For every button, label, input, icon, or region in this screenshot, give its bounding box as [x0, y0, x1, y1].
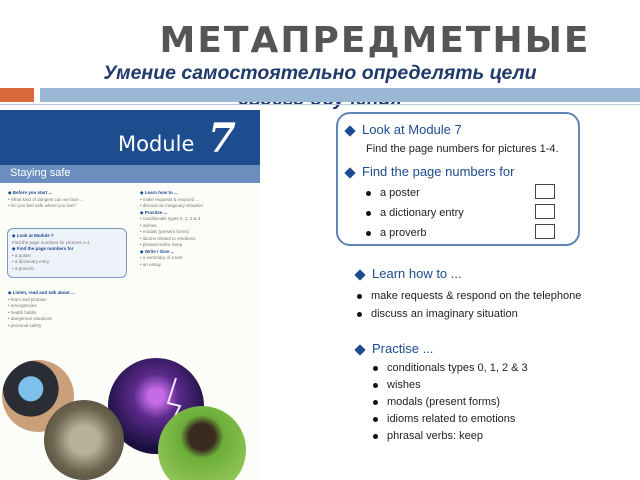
divider-line	[0, 104, 640, 105]
bullet-icon	[366, 231, 371, 236]
practise-item: wishes	[373, 379, 421, 391]
practise-item: idioms related to emotions	[373, 413, 515, 425]
mini-look-box: ◆ Look at Module 7 Find the page numbers for pictures 1-4. ◆ Find the page numbers for • a poster • a dictionary entry • a proverb	[7, 228, 127, 278]
unit-title-bar	[0, 165, 260, 183]
bullet-icon	[373, 400, 378, 405]
bullet-icon	[373, 434, 378, 439]
answer-box-proverb[interactable]	[535, 224, 555, 239]
diamond-bullet-icon	[354, 269, 365, 280]
module-header	[0, 110, 260, 165]
practise-item: conditionals types 0, 1, 2 & 3	[373, 362, 528, 374]
find-item-poster: a poster	[366, 187, 420, 199]
bullet-icon	[357, 312, 362, 317]
bullet-icon	[366, 191, 371, 196]
diamond-bullet-icon	[354, 344, 365, 355]
bullet-icon	[373, 417, 378, 422]
photo-girl-inhaler	[158, 406, 246, 480]
module-word: Module	[118, 132, 195, 156]
slide-title: МЕТАПРЕДМЕТНЫЕ	[159, 20, 591, 61]
look-line: Find the page numbers for pictures 1-4.	[366, 143, 559, 155]
bullet-icon	[373, 366, 378, 371]
right-column-text: ◆ Learn how to ... • make requests & respond ... • discuss an imaginary situation ◆ Practise ... • conditionals types 0, 1, 2 & 3 • wishes • modals (present forms) • idioms related to emotions • phrasal verbs: keep ◆ Write / Give ... • a summary of a text • an essay	[140, 190, 203, 267]
learn-item: discuss an imaginary situation	[357, 308, 518, 320]
left-column-text: ◆ Before you start ... • What kind of dangers can we face ... • Do you feel safe where you live?	[8, 190, 84, 208]
subtitle-line-1: Умение самостоятельно определять цели	[103, 62, 537, 84]
photo-snake	[44, 400, 124, 480]
listen-column-text: ◆ Listen, read and talk about ... • fears and phobias • emergencies • health habits • dangerous situations • personal safety	[8, 290, 75, 328]
look-heading: Look at Module 7	[346, 122, 462, 137]
answer-box-poster[interactable]	[535, 184, 555, 199]
find-heading: Find the page numbers for	[346, 164, 514, 179]
find-item-dictionary: a dictionary entry	[366, 207, 464, 219]
learn-heading: Learn how to ...	[356, 266, 462, 281]
practise-heading: Practise ...	[356, 341, 433, 356]
diamond-bullet-icon	[344, 125, 355, 136]
blue-accent-bar	[40, 88, 640, 102]
unit-title: Staying safe	[10, 167, 71, 179]
answer-box-dictionary[interactable]	[535, 204, 555, 219]
module-number: 7	[208, 115, 236, 162]
learn-item: make requests & respond on the telephone	[357, 290, 581, 302]
practise-item: phrasal verbs: keep	[373, 430, 483, 442]
bullet-icon	[357, 294, 362, 299]
orange-accent-bar	[0, 88, 34, 102]
textbook-page-image	[0, 110, 260, 480]
look-at-module-box	[336, 112, 580, 246]
bullet-icon	[373, 383, 378, 388]
find-item-proverb: a proverb	[366, 227, 426, 239]
diamond-bullet-icon	[344, 167, 355, 178]
practise-item: modals (present forms)	[373, 396, 500, 408]
bullet-icon	[366, 211, 371, 216]
